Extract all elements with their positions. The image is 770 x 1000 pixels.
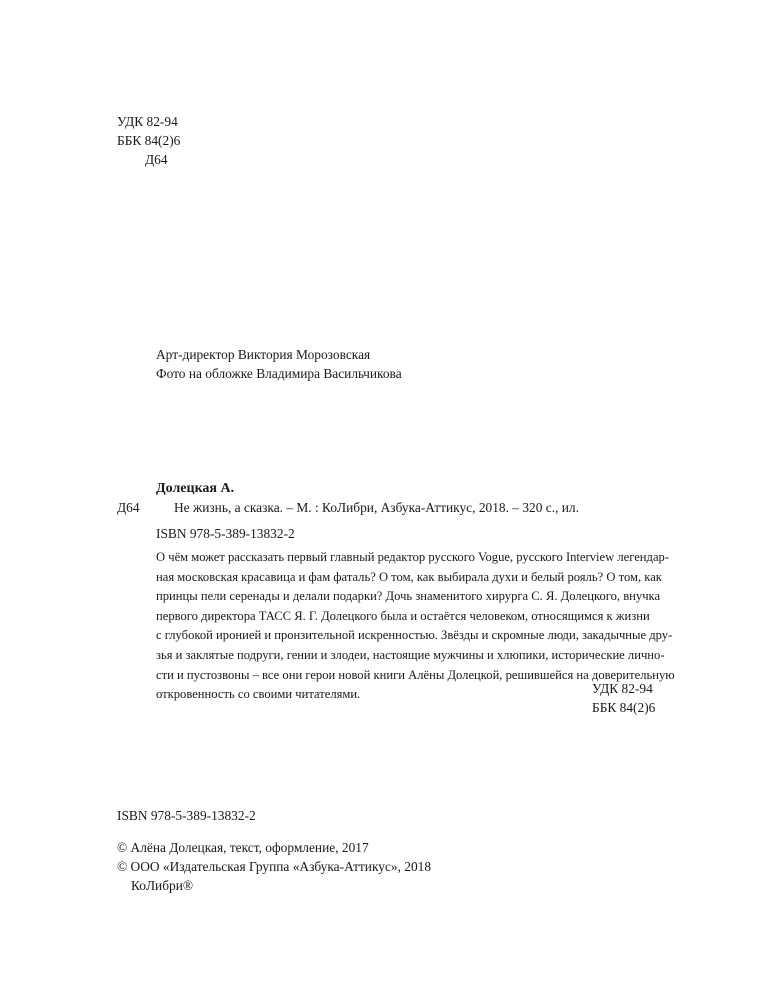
footer-isbn: ISBN 978-5-389-13832-2 xyxy=(117,808,256,823)
abstract-line: ная московская красавица и фам фаталь? О том, как выбирала духи и белый рояль? О том, как xyxy=(156,569,662,584)
abstract-line: зья и заклятые подруги, гении и злодеи, настоящие мужчины и хлюпики, исторические лично- xyxy=(156,647,665,662)
header-udk: УДК 82-94 xyxy=(117,114,178,129)
catalog-isbn: ISBN 978-5-389-13832-2 xyxy=(156,526,295,541)
header-code: Д64 xyxy=(145,152,168,167)
abstract-line: с глубокой иронией и пронзительной искренностью. Звёзды и скромные люди, закадычные дру- xyxy=(156,628,673,643)
abstract-line: принцы пели серенады и делали подарки? Дочь знаменитого хирурга С. Я. Долецкого, внучка xyxy=(156,589,661,604)
abstract-line: сти и пустозвоны – все они герои новой книги Алёны Долецкой, решившейся на доверительную xyxy=(156,667,675,682)
catalog-udk: УДК 82-94 xyxy=(592,681,653,696)
header-bbk: ББК 84(2)6 xyxy=(117,133,181,148)
abstract-line: О чём может рассказать первый главный редактор русского Vogue, русского Interview легендар- xyxy=(156,550,670,564)
catalog-author: Долецкая А. xyxy=(156,481,235,496)
footer-publisher-imprint: КоЛибри® xyxy=(131,878,194,893)
art-director-credit: Арт-директор Виктория Морозовская xyxy=(156,347,371,362)
catalog-bbk: ББК 84(2)6 xyxy=(592,700,656,715)
footer-copyright-author: © Алёна Долецкая, текст, оформление, 2017 xyxy=(117,840,369,855)
cover-photo-credit: Фото на обложке Владимира Васильчикова xyxy=(156,366,402,381)
catalog-code: Д64 xyxy=(117,500,140,515)
abstract-line: первого директора ТАСС Я. Г. Долецкого была и остаётся человеком, относящимся к жизни xyxy=(156,608,650,623)
footer-copyright-publisher: © ООО «Издательская Группа «Азбука-Аттикус», 2018 xyxy=(117,859,432,874)
catalog-title: Не жизнь, а сказка. – М. : КоЛибри, Азбука-Аттикус, 2018. – 320 с., ил. xyxy=(174,500,579,515)
abstract-line: откровенность со своими читателями. xyxy=(156,687,361,702)
